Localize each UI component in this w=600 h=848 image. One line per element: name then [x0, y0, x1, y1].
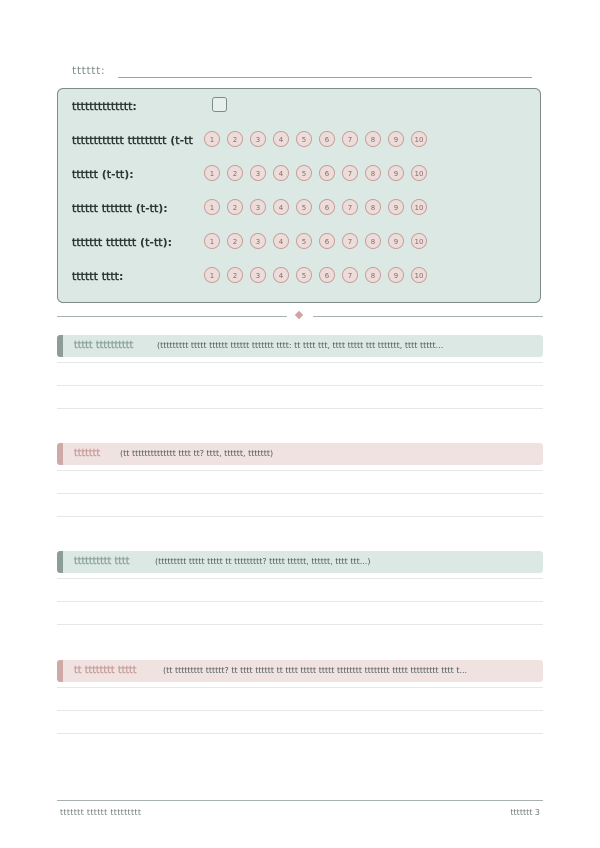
check-label: 𝗍𝗍𝗍𝗍𝗍𝗍𝗍𝗍𝗍𝗍𝗍𝗍𝗍𝗍: [72, 100, 137, 113]
rating-option[interactable]: 10 [411, 165, 427, 181]
section-prompt: (𝗍𝗍𝗍𝗍𝗍𝗍𝗍𝗍𝗍 𝗍𝗍𝗍𝗍𝗍 𝗍𝗍𝗍𝗍𝗍𝗍 𝗍𝗍𝗍𝗍𝗍𝗍 𝗍𝗍𝗍𝗍𝗍𝗍𝗍 𝗍𝗍𝗍𝗍: 𝗍𝗍 𝗍𝗍𝗍𝗍 𝗍𝗍𝗍, 𝗍𝗍𝗍𝗍 𝗍𝗍𝗍𝗍𝗍 𝗍𝗍𝗍 𝗍𝗍𝗍𝗍𝗍𝗍𝗍, 𝗍𝗍𝗍𝗍 𝗍𝗍𝗍𝗍𝗍... [157, 341, 444, 350]
rating-option[interactable]: 6 [319, 131, 335, 147]
rating-option[interactable]: 2 [227, 131, 243, 147]
rating-option[interactable]: 1 [204, 131, 220, 147]
section-title: 𝗍𝗍 𝗍𝗍𝗍𝗍𝗍𝗍𝗍𝗍 𝗍𝗍𝗍𝗍𝗍 [74, 665, 137, 676]
rating-option[interactable]: 3 [250, 267, 266, 283]
writing-line[interactable] [57, 733, 543, 734]
section-accent-bar [57, 443, 63, 465]
rating-option[interactable]: 9 [388, 233, 404, 249]
rating-option[interactable]: 2 [227, 199, 243, 215]
rating-option[interactable]: 1 [204, 267, 220, 283]
rating-option[interactable]: 8 [365, 267, 381, 283]
rating-option[interactable]: 3 [250, 233, 266, 249]
rating-option[interactable]: 8 [365, 233, 381, 249]
rating-option[interactable]: 8 [365, 165, 381, 181]
ornament-divider [57, 311, 543, 323]
writing-line[interactable] [57, 710, 543, 711]
section-title: 𝗍𝗍𝗍𝗍𝗍𝗍𝗍 [74, 448, 101, 459]
section-header-2 [57, 443, 543, 465]
rating-option[interactable]: 5 [296, 131, 312, 147]
writing-line[interactable] [57, 578, 543, 579]
rating-option[interactable]: 7 [342, 165, 358, 181]
section-header-1 [57, 335, 543, 357]
writing-line[interactable] [57, 385, 543, 386]
writing-line[interactable] [57, 362, 543, 363]
rating-option[interactable]: 5 [296, 165, 312, 181]
check-row [72, 97, 532, 117]
writing-line[interactable] [57, 601, 543, 602]
rating-option[interactable]: 4 [273, 165, 289, 181]
rating-option[interactable]: 10 [411, 233, 427, 249]
divider-line-right [313, 316, 543, 317]
rating-row-1 [72, 131, 532, 151]
rating-option[interactable]: 6 [319, 233, 335, 249]
section-accent-bar [57, 660, 63, 682]
rating-option[interactable]: 5 [296, 233, 312, 249]
rating-option[interactable]: 2 [227, 233, 243, 249]
rating-option[interactable]: 10 [411, 267, 427, 283]
rating-option[interactable]: 1 [204, 165, 220, 181]
footer-title: 𝗍𝗍𝗍𝗍𝗍𝗍𝗍 𝗍𝗍𝗍𝗍𝗍𝗍 𝗍𝗍𝗍𝗍𝗍𝗍𝗍𝗍𝗍 [60, 808, 142, 817]
section-accent-bar [57, 551, 63, 573]
rating-option[interactable]: 3 [250, 165, 266, 181]
section-prompt: (𝗍𝗍𝗍𝗍𝗍𝗍𝗍𝗍𝗍 𝗍𝗍𝗍𝗍𝗍 𝗍𝗍𝗍𝗍𝗍 𝗍𝗍 𝗍𝗍𝗍𝗍𝗍𝗍𝗍𝗍𝗍? 𝗍𝗍𝗍𝗍𝗍 𝗍𝗍𝗍𝗍𝗍𝗍, 𝗍𝗍𝗍𝗍𝗍𝗍, 𝗍𝗍𝗍𝗍 𝗍𝗍𝗍...) [155, 557, 371, 566]
writing-line[interactable] [57, 624, 543, 625]
rating-option[interactable]: 9 [388, 131, 404, 147]
section-title: 𝗍𝗍𝗍𝗍𝗍 𝗍𝗍𝗍𝗍𝗍𝗍𝗍𝗍𝗍𝗍 [74, 340, 134, 351]
section-title: 𝗍𝗍𝗍𝗍𝗍𝗍𝗍𝗍𝗍𝗍 𝗍𝗍𝗍𝗍 [74, 556, 130, 567]
rating-option[interactable]: 9 [388, 267, 404, 283]
rating-option[interactable]: 6 [319, 267, 335, 283]
diamond-icon [295, 311, 303, 319]
rating-option[interactable]: 3 [250, 199, 266, 215]
rating-option[interactable]: 4 [273, 267, 289, 283]
rating-option[interactable]: 7 [342, 267, 358, 283]
rating-option[interactable]: 5 [296, 199, 312, 215]
divider-line-left [57, 316, 287, 317]
rating-label: 𝗍𝗍𝗍𝗍𝗍𝗍 (𝗍-𝗍𝗍): [72, 168, 134, 181]
rating-option[interactable]: 7 [342, 199, 358, 215]
rating-option[interactable]: 9 [388, 165, 404, 181]
rating-label: 𝗍𝗍𝗍𝗍𝗍𝗍 𝗍𝗍𝗍𝗍𝗍𝗍𝗍 (𝗍-𝗍𝗍): [72, 202, 168, 215]
checkbox[interactable] [212, 97, 227, 112]
rating-row-5 [72, 267, 532, 287]
writing-line[interactable] [57, 687, 543, 688]
rating-option[interactable]: 4 [273, 233, 289, 249]
rating-option[interactable]: 4 [273, 199, 289, 215]
writing-line[interactable] [57, 470, 543, 471]
rating-option[interactable]: 5 [296, 267, 312, 283]
rating-label: 𝗍𝗍𝗍𝗍𝗍𝗍𝗍 𝗍𝗍𝗍𝗍𝗍𝗍𝗍 (𝗍-𝗍𝗍): [72, 236, 172, 249]
writing-line[interactable] [57, 516, 543, 517]
date-row [72, 62, 532, 80]
section-prompt: (𝗍𝗍 𝗍𝗍𝗍𝗍𝗍𝗍𝗍𝗍𝗍𝗍𝗍𝗍𝗍𝗍 𝗍𝗍𝗍𝗍 𝗍𝗍? 𝗍𝗍𝗍𝗍, 𝗍𝗍𝗍𝗍𝗍𝗍, 𝗍𝗍𝗍𝗍𝗍𝗍𝗍) [120, 449, 274, 458]
rating-option[interactable]: 6 [319, 165, 335, 181]
rating-option[interactable]: 2 [227, 267, 243, 283]
rating-option[interactable]: 10 [411, 199, 427, 215]
rating-option[interactable]: 8 [365, 131, 381, 147]
rating-option[interactable]: 1 [204, 233, 220, 249]
section-header-4 [57, 660, 543, 682]
rating-row-4 [72, 233, 532, 253]
rating-option[interactable]: 2 [227, 165, 243, 181]
rating-row-2 [72, 165, 532, 185]
writing-line[interactable] [57, 408, 543, 409]
writing-line[interactable] [57, 493, 543, 494]
rating-option[interactable]: 6 [319, 199, 335, 215]
rating-option[interactable]: 3 [250, 131, 266, 147]
rating-option[interactable]: 8 [365, 199, 381, 215]
rating-box [57, 88, 541, 303]
rating-option[interactable]: 10 [411, 131, 427, 147]
rating-option[interactable]: 1 [204, 199, 220, 215]
section-prompt: (𝗍𝗍 𝗍𝗍𝗍𝗍𝗍𝗍𝗍𝗍𝗍 𝗍𝗍𝗍𝗍𝗍𝗍? 𝗍𝗍 𝗍𝗍𝗍𝗍 𝗍𝗍𝗍𝗍𝗍𝗍 𝗍𝗍 𝗍𝗍𝗍𝗍 𝗍𝗍𝗍𝗍𝗍 𝗍𝗍𝗍𝗍𝗍 𝗍𝗍𝗍𝗍𝗍𝗍𝗍𝗍 𝗍𝗍𝗍𝗍𝗍𝗍𝗍𝗍 𝗍𝗍𝗍𝗍𝗍 𝗍𝗍𝗍𝗍𝗍𝗍𝗍𝗍𝗍 𝗍𝗍𝗍𝗍 𝗍... [163, 666, 468, 675]
rating-row-3 [72, 199, 532, 219]
rating-label: 𝗍𝗍𝗍𝗍𝗍𝗍𝗍𝗍𝗍𝗍𝗍𝗍 𝗍𝗍𝗍𝗍𝗍𝗍𝗍𝗍𝗍 (𝗍-𝗍𝗍 [72, 134, 193, 147]
page-number: 𝗍𝗍𝗍𝗍𝗍𝗍𝗍 3 [510, 808, 540, 817]
footer-rule [57, 800, 543, 801]
section-accent-bar [57, 335, 63, 357]
rating-option[interactable]: 7 [342, 233, 358, 249]
date-label: 𝗍𝗍𝗍𝗍𝗍𝗍: [72, 64, 106, 77]
section-header-3 [57, 551, 543, 573]
rating-label: 𝗍𝗍𝗍𝗍𝗍𝗍 𝗍𝗍𝗍𝗍: [72, 270, 124, 283]
rating-option[interactable]: 7 [342, 131, 358, 147]
rating-option[interactable]: 4 [273, 131, 289, 147]
date-input-line[interactable] [118, 77, 532, 78]
rating-option[interactable]: 9 [388, 199, 404, 215]
